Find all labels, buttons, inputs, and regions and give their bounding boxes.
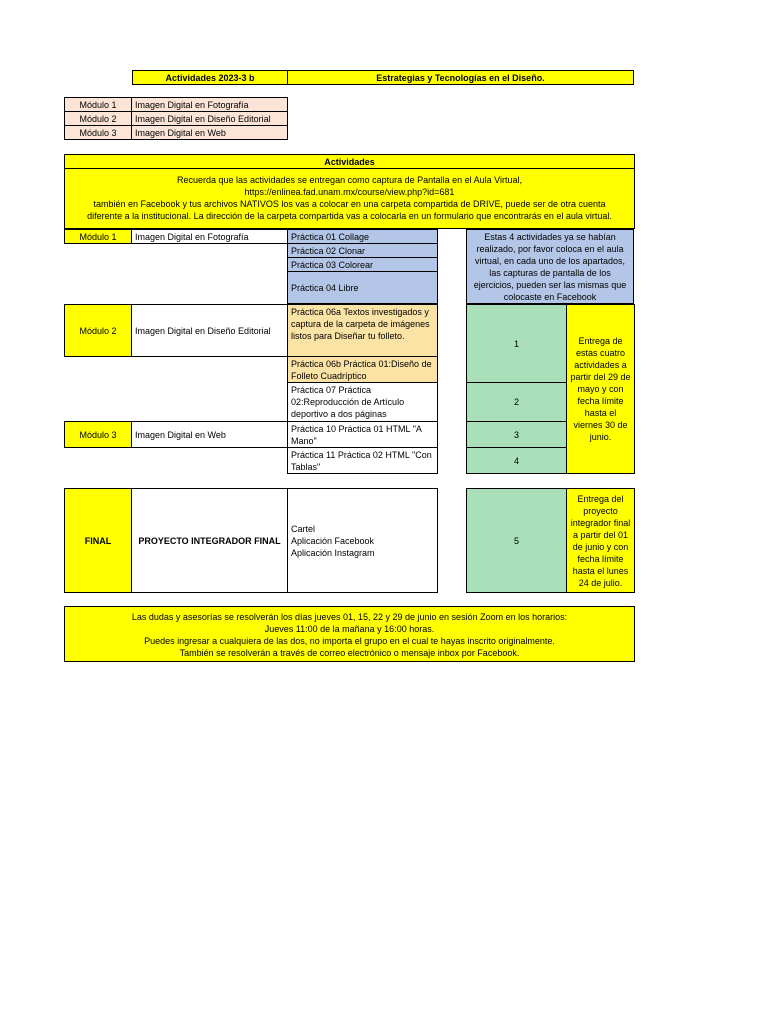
module-2-label: Módulo 2 xyxy=(64,111,132,126)
course-title: Estrategias y Tecnologías en el Diseño. xyxy=(287,70,634,85)
practice-10: Práctica 10 Práctica 01 HTML "A Mano" xyxy=(287,421,438,448)
notice-line: también en Facebook y tus archivos NATIVOS los vas a colocar en una carpeta compartida de DRIVE, puede ser de otra cuenta xyxy=(93,199,606,209)
row-module-2-name: Imagen Digital en Diseño Editorial xyxy=(131,304,288,357)
count-5: 5 xyxy=(466,488,567,593)
final-project: PROYECTO INTEGRADOR FINAL xyxy=(131,488,288,593)
activities-section-title: Actividades xyxy=(64,154,635,169)
activities-notice xyxy=(64,168,635,229)
footer-line: Puedes ingresar a cualquiera de las dos, no importa el grupo en el cual te hayas inscrito originalmente. xyxy=(144,636,555,646)
delivery-note: Entrega de estas cuatro actividades a partir del 29 de mayo y con fecha límite hasta el viernes 30 de junio. xyxy=(566,304,635,474)
row-module-3-name: Imagen Digital en Web xyxy=(131,421,288,448)
module-3-name: Imagen Digital en Web xyxy=(131,125,288,140)
footer-line: Jueves 11:00 de la mañana y 16:00 horas. xyxy=(264,624,435,634)
row-module-1-label: Módulo 1 xyxy=(64,229,132,244)
module-2-name: Imagen Digital en Diseño Editorial xyxy=(131,111,288,126)
row-module-1-name: Imagen Digital en Fotografía xyxy=(131,229,288,244)
footer-line: Las dudas y asesorías se resolverán los días jueves 01, 15, 22 y 29 de junio en sesión Zoom en los horarios: xyxy=(131,612,568,622)
row-module-3-label: Módulo 3 xyxy=(64,421,132,448)
practice-03: Práctica 03 Colorear xyxy=(287,257,438,272)
count-3: 3 xyxy=(466,421,567,448)
practice-06a: Práctica 06a Textos investigados y captura de la carpeta de imágenes listos para Diseñar tu folleto. xyxy=(287,304,438,357)
footer-notice xyxy=(64,606,635,662)
final-label: FINAL xyxy=(64,488,132,593)
module-1-label: Módulo 1 xyxy=(64,97,132,112)
practice-01: Práctica 01 Collage xyxy=(287,229,438,244)
practice-07: Práctica 07 Práctica 02:Reproducción de Artículo deportivo a dos páginas xyxy=(287,382,438,422)
module-3-label: Módulo 3 xyxy=(64,125,132,140)
module-1-name: Imagen Digital en Fotografía xyxy=(131,97,288,112)
practice-06b: Práctica 06b Práctica 01:Diseño de Folleto Cuadríptico xyxy=(287,356,438,383)
final-item: Aplicación Instagram xyxy=(291,547,375,558)
final-item: Cartel xyxy=(291,523,316,534)
row-module-2-label: Módulo 2 xyxy=(64,304,132,357)
final-delivery-note: Entrega del proyecto integrador final a partir del 01 de junio y con fecha límite hasta el lunes 24 de julio. xyxy=(566,488,635,593)
practice-02: Práctica 02 Clonar xyxy=(287,243,438,258)
notice-line: diferente a la institucional. La dirección de la carpeta compartida vas a colocarla en un formulario que encontrarás en el aula virtual. xyxy=(87,211,612,221)
final-items xyxy=(287,488,438,593)
count-1: 1 xyxy=(466,304,567,383)
count-4: 4 xyxy=(466,447,567,474)
activities-title: Actividades 2023-3 b xyxy=(132,70,288,85)
practice-11: Práctica 11 Práctica 02 HTML "Con Tablas" xyxy=(287,447,438,474)
notice-line: Recuerda que las actividades se entregan como captura de Pantalla en el Aula Virtual, xyxy=(176,175,523,185)
already-done-note: Estas 4 actividades ya se habían realizado, por favor coloca en el aula virtual, en cada uno de los apartados, las capturas de pantalla de los ejercicios, pueden ser las mismas que colocaste en Facebook xyxy=(466,229,634,304)
count-2: 2 xyxy=(466,382,567,422)
footer-line: También se resolverán a través de correo electrónico o mensaje inbox por Facebook. xyxy=(179,648,520,658)
practice-04: Práctica 04 Libre xyxy=(287,271,438,304)
final-item: Aplicación Facebook xyxy=(291,535,375,546)
notice-link[interactable]: https://enlinea.fad.unam.mx/course/view.php?id=681 xyxy=(244,187,455,197)
